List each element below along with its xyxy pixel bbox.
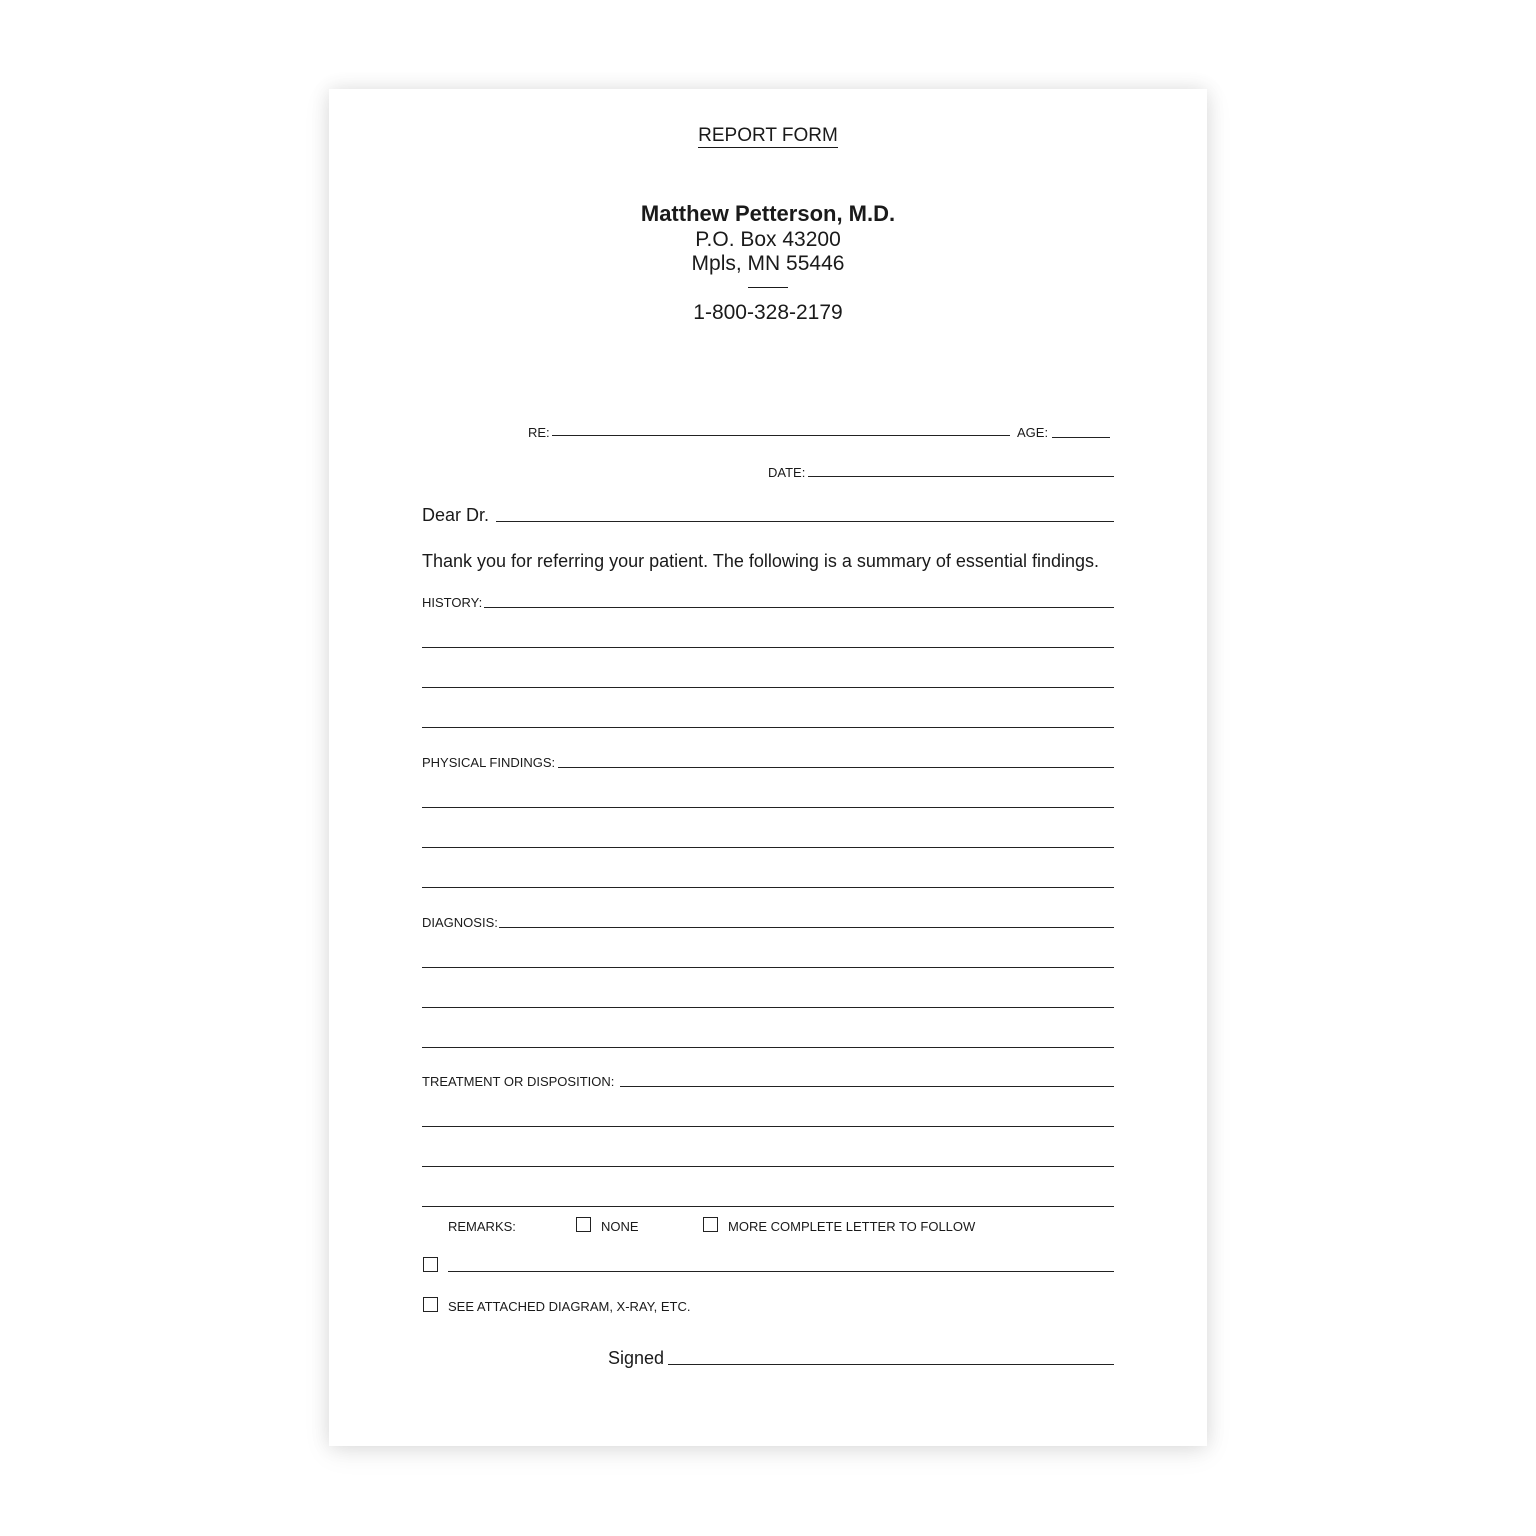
age-label: AGE: xyxy=(1017,425,1049,440)
history-line-1[interactable] xyxy=(484,607,1114,608)
form-title xyxy=(329,125,1207,147)
treatment-line-3[interactable] xyxy=(422,1166,1114,1167)
report-form-sheet xyxy=(329,89,1207,1446)
re-label: RE: xyxy=(528,425,550,440)
greeting-name-line[interactable] xyxy=(496,521,1114,522)
doctor-phone: 1-800-328-2179 xyxy=(693,301,843,324)
diagnosis-line-3[interactable] xyxy=(422,1007,1114,1008)
diagnosis-label: DIAGNOSIS: xyxy=(422,915,498,930)
doctor-address-line2: Mpls, MN 55446 xyxy=(691,252,845,275)
history-line-4[interactable] xyxy=(422,727,1114,728)
remarks-more-letter-label: MORE COMPLETE LETTER TO FOLLOW xyxy=(728,1219,976,1234)
remarks-more-letter-checkbox[interactable] xyxy=(703,1217,718,1232)
date-label: DATE: xyxy=(768,465,806,480)
treatment-label: TREATMENT OR DISPOSITION: xyxy=(422,1074,615,1089)
treatment-line-4[interactable] xyxy=(422,1206,1114,1207)
treatment-line-1[interactable] xyxy=(620,1086,1114,1087)
diagnosis-line-2[interactable] xyxy=(422,967,1114,968)
doctor-address-line1: P.O. Box 43200 xyxy=(695,228,841,251)
attached-diagram-label: SEE ATTACHED DIAGRAM, X-RAY, ETC. xyxy=(448,1299,691,1314)
physical-line-3[interactable] xyxy=(422,847,1114,848)
remarks-none-checkbox[interactable] xyxy=(576,1217,591,1232)
re-line[interactable] xyxy=(552,435,1010,436)
history-line-3[interactable] xyxy=(422,687,1114,688)
physical-findings-label: PHYSICAL FINDINGS: xyxy=(422,755,556,770)
date-line[interactable] xyxy=(808,476,1114,477)
doctor-name: Matthew Petterson, M.D. xyxy=(640,201,896,226)
physical-line-1[interactable] xyxy=(558,767,1114,768)
remarks-label: REMARKS: xyxy=(448,1219,516,1234)
history-label: HISTORY: xyxy=(422,595,483,610)
intro-text: Thank you for referring your patient. The following is a summary of essential findings. xyxy=(422,551,1099,571)
diagnosis-line-1[interactable] xyxy=(499,927,1114,928)
history-line-2[interactable] xyxy=(422,647,1114,648)
remarks-none-label: NONE xyxy=(601,1219,639,1234)
signature-line[interactable] xyxy=(668,1364,1114,1365)
age-line[interactable] xyxy=(1052,437,1110,438)
form-title-text: REPORT FORM xyxy=(698,125,838,146)
greeting: Dear Dr. xyxy=(422,505,490,525)
diagnosis-line-4[interactable] xyxy=(422,1047,1114,1048)
remarks-other-line[interactable] xyxy=(448,1271,1114,1272)
treatment-line-2[interactable] xyxy=(422,1126,1114,1127)
physical-line-4[interactable] xyxy=(422,887,1114,888)
header-separator xyxy=(748,287,788,288)
remarks-other-checkbox[interactable] xyxy=(423,1257,438,1272)
attached-diagram-checkbox[interactable] xyxy=(423,1297,438,1312)
physical-line-2[interactable] xyxy=(422,807,1114,808)
signed-label: Signed xyxy=(608,1348,665,1368)
